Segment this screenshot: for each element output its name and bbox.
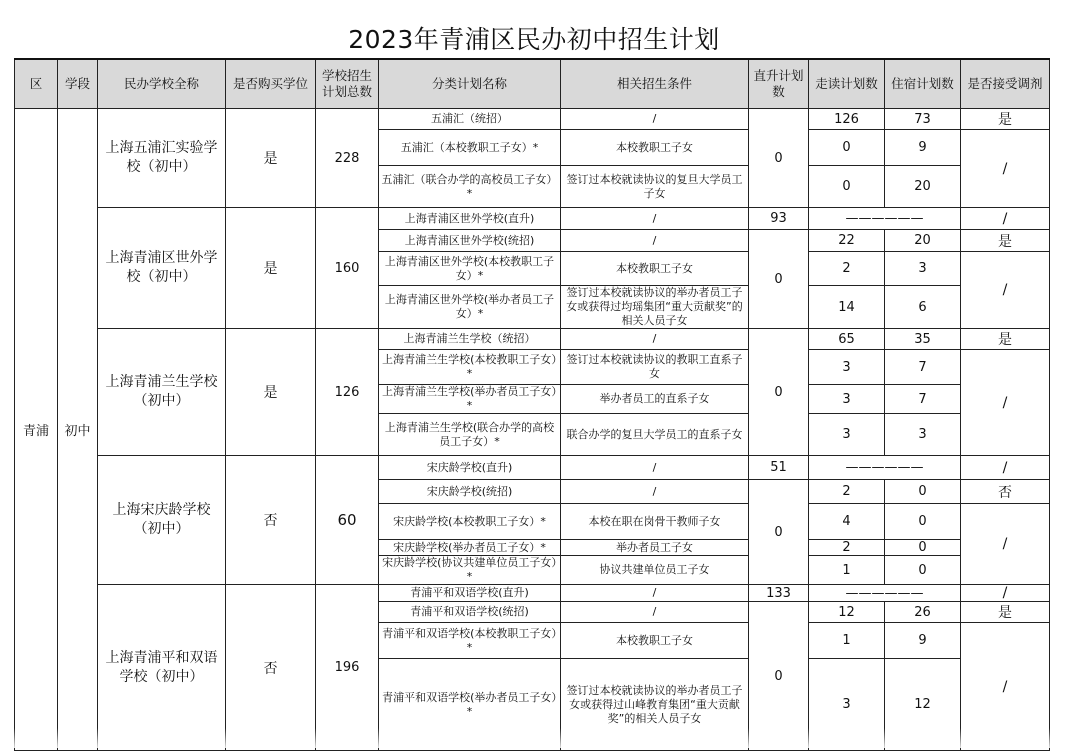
header-conditions: 相关招生条件 xyxy=(561,59,749,109)
condition-cell: / xyxy=(561,585,749,602)
condition-cell: 举办者员工的直系子女 xyxy=(561,385,749,414)
day-count: 65 xyxy=(809,329,885,350)
condition-cell: 签订过本校就读协议的复旦大学员工子女 xyxy=(561,166,749,208)
condition-cell: / xyxy=(561,480,749,504)
day-count: 1 xyxy=(809,556,885,585)
board-count: 3 xyxy=(885,414,961,456)
direct-count: 0 xyxy=(749,329,809,456)
day-count: 3 xyxy=(809,385,885,414)
day-count: 3 xyxy=(809,350,885,385)
category-cell: 宋庆龄学校(统招) xyxy=(379,480,561,504)
day-count: 14 xyxy=(809,286,885,329)
condition-cell: 签订过本校就读协议的举办者员工子女或获得过均瑶集团“重大贡献奖”的相关人员子女 xyxy=(561,286,749,329)
adjust-cell: / xyxy=(961,456,1050,480)
category-cell: 上海青浦区世外学校(举办者员工子女）* xyxy=(379,286,561,329)
day-count: 4 xyxy=(809,504,885,540)
category-cell: 上海青浦区世外学校(直升) xyxy=(379,208,561,230)
table-row xyxy=(15,456,1050,480)
day-count: 126 xyxy=(809,109,885,130)
condition-cell: 签订过本校就读协议的教职工直系子女 xyxy=(561,350,749,385)
region-cell: 青浦 xyxy=(15,109,58,751)
day-count: 3 xyxy=(809,414,885,456)
page-title: 2023年青浦区民办初中招生计划 xyxy=(348,25,720,54)
condition-cell: / xyxy=(561,208,749,230)
day-count: 0 xyxy=(809,166,885,208)
condition-cell: 本校教职工子女 xyxy=(561,252,749,286)
direct-count: 93 xyxy=(749,208,809,230)
adjust-cell: 否 xyxy=(961,480,1050,504)
board-count: 0 xyxy=(885,504,961,540)
direct-count: 0 xyxy=(749,602,809,751)
buy-degree: 是 xyxy=(226,208,316,329)
condition-cell: / xyxy=(561,602,749,623)
category-cell: 五浦汇（统招） xyxy=(379,109,561,130)
school-name: 上海青浦区世外学校（初中） xyxy=(98,208,226,329)
category-cell: 宋庆龄学校(举办者员工子女）* xyxy=(379,540,561,556)
adjust-cell: / xyxy=(961,585,1050,602)
category-cell: 青浦平和双语学校(举办者员工子女）* xyxy=(379,659,561,751)
board-count: 7 xyxy=(885,385,961,414)
total-count: 126 xyxy=(316,329,379,456)
condition-cell: 签订过本校就读协议的举办者员工子女或获得过山峰教育集团“重大贡献奖”的相关人员子女 xyxy=(561,659,749,751)
table-row xyxy=(15,329,1050,350)
board-count: 0 xyxy=(885,480,961,504)
header-total: 学校招生计划总数 xyxy=(316,59,379,109)
header-row xyxy=(15,59,1050,109)
header-direct: 直升计划数 xyxy=(749,59,809,109)
category-cell: 上海青浦兰生学校(本校教职工子女）* xyxy=(379,350,561,385)
board-count: 6 xyxy=(885,286,961,329)
day-count: 12 xyxy=(809,602,885,623)
adjust-cell: 是 xyxy=(961,329,1050,350)
header-day: 走读计划数 xyxy=(809,59,885,109)
board-count: 9 xyxy=(885,623,961,659)
buy-degree: 是 xyxy=(226,329,316,456)
header-adjust: 是否接受调剂 xyxy=(961,59,1050,109)
buy-degree: 否 xyxy=(226,585,316,751)
condition-cell: 举办者员工子女 xyxy=(561,540,749,556)
header-buy-degree: 是否购买学位 xyxy=(226,59,316,109)
adjust-cell: / xyxy=(961,252,1050,329)
school-name: 上海青浦平和双语学校（初中） xyxy=(98,585,226,751)
school-name: 上海青浦兰生学校（初中） xyxy=(98,329,226,456)
day-count: 3 xyxy=(809,659,885,751)
condition-cell: / xyxy=(561,329,749,350)
adjust-cell: / xyxy=(961,623,1050,751)
condition-cell: 联合办学的复旦大学员工的直系子女 xyxy=(561,414,749,456)
adjust-cell: 是 xyxy=(961,109,1050,130)
condition-cell: / xyxy=(561,230,749,252)
condition-cell: 本校教职工子女 xyxy=(561,130,749,166)
table-row xyxy=(15,585,1050,602)
condition-cell: 本校在职在岗骨干教师子女 xyxy=(561,504,749,540)
total-count: 228 xyxy=(316,109,379,208)
day-count: 0 xyxy=(809,130,885,166)
dash-cell: —————— xyxy=(809,208,961,230)
condition-cell: / xyxy=(561,109,749,130)
category-cell: 青浦平和双语学校(直升) xyxy=(379,585,561,602)
buy-degree: 是 xyxy=(226,109,316,208)
board-count: 0 xyxy=(885,540,961,556)
category-cell: 五浦汇（本校教职工子女）* xyxy=(379,130,561,166)
board-count: 20 xyxy=(885,230,961,252)
category-cell: 宋庆龄学校(协议共建单位员工子女）* xyxy=(379,556,561,585)
board-count: 26 xyxy=(885,602,961,623)
day-count: 2 xyxy=(809,252,885,286)
dash-cell: —————— xyxy=(809,585,961,602)
category-cell: 青浦平和双语学校(本校教职工子女）* xyxy=(379,623,561,659)
day-count: 22 xyxy=(809,230,885,252)
stage-cell: 初中 xyxy=(58,109,98,751)
condition-cell: 协议共建单位员工子女 xyxy=(561,556,749,585)
board-count: 9 xyxy=(885,130,961,166)
table-row xyxy=(15,208,1050,230)
board-count: 35 xyxy=(885,329,961,350)
category-cell: 上海青浦兰生学校(举办者员工子女）* xyxy=(379,385,561,414)
direct-count: 0 xyxy=(749,230,809,329)
header-category: 分类计划名称 xyxy=(379,59,561,109)
condition-cell: / xyxy=(561,456,749,480)
direct-count: 0 xyxy=(749,109,809,208)
category-cell: 宋庆龄学校(直升) xyxy=(379,456,561,480)
category-cell: 上海青浦区世外学校(本校教职工子女）* xyxy=(379,252,561,286)
adjust-cell: 是 xyxy=(961,602,1050,623)
header-region: 区 xyxy=(15,59,58,109)
day-count: 1 xyxy=(809,623,885,659)
adjust-cell: / xyxy=(961,208,1050,230)
total-count: 60 xyxy=(316,456,379,585)
total-count: 196 xyxy=(316,585,379,751)
adjust-cell: 是 xyxy=(961,230,1050,252)
category-cell: 上海青浦区世外学校(统招) xyxy=(379,230,561,252)
category-cell: 青浦平和双语学校(统招) xyxy=(379,602,561,623)
board-count: 3 xyxy=(885,252,961,286)
header-board: 住宿计划数 xyxy=(885,59,961,109)
adjust-cell: / xyxy=(961,130,1050,208)
day-count: 2 xyxy=(809,540,885,556)
adjust-cell: / xyxy=(961,504,1050,585)
board-count: 73 xyxy=(885,109,961,130)
school-name: 上海五浦汇实验学校（初中） xyxy=(98,109,226,208)
direct-count: 133 xyxy=(749,585,809,602)
school-name: 上海宋庆龄学校（初中） xyxy=(98,456,226,585)
direct-count: 0 xyxy=(749,480,809,585)
header-stage: 学段 xyxy=(58,59,98,109)
board-count: 20 xyxy=(885,166,961,208)
dash-cell: —————— xyxy=(809,456,961,480)
category-cell: 上海青浦兰生学校（统招） xyxy=(379,329,561,350)
category-cell: 宋庆龄学校(本校教职工子女）* xyxy=(379,504,561,540)
board-count: 12 xyxy=(885,659,961,751)
board-count: 0 xyxy=(885,556,961,585)
board-count: 7 xyxy=(885,350,961,385)
category-cell: 五浦汇（联合办学的高校员工子女）* xyxy=(379,166,561,208)
category-cell: 上海青浦兰生学校(联合办学的高校员工子女）* xyxy=(379,414,561,456)
total-count: 160 xyxy=(316,208,379,329)
adjust-cell: / xyxy=(961,350,1050,456)
buy-degree: 否 xyxy=(226,456,316,585)
enrollment-plan-table xyxy=(14,58,1050,751)
day-count: 2 xyxy=(809,480,885,504)
table-row xyxy=(15,109,1050,130)
direct-count: 51 xyxy=(749,456,809,480)
condition-cell: 本校教职工子女 xyxy=(561,623,749,659)
header-school-name: 民办学校全称 xyxy=(98,59,226,109)
